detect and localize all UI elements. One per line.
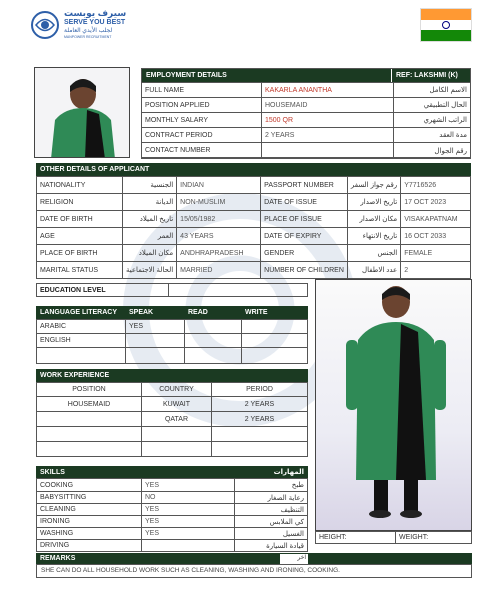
skills-title-arabic: المهارات: [273, 469, 304, 476]
arabic-children: عدد الاطفال: [347, 262, 400, 279]
remarks-text: SHE CAN DO ALL HOUSEHOLD WORK SUCH AS CLEANING, WASHING AND IRONING, COOKING.: [36, 564, 472, 578]
other-details-table: [36, 176, 471, 279]
education-title: EDUCATION LEVEL: [37, 284, 169, 297]
value-marital-status: MARRIED: [177, 262, 261, 279]
work-col-period: PERIOD: [212, 383, 308, 397]
lang-name-english: ENGLISH: [37, 334, 126, 348]
work-position-1: HOUSEMAID: [37, 397, 142, 412]
lang-col-read: READ: [188, 309, 208, 316]
body-measurements: [315, 531, 472, 544]
lang-speak-english: [126, 334, 185, 348]
label-gender: GENDER: [261, 245, 348, 262]
skill-value-cleaning: YES: [142, 504, 235, 516]
label-salary: MONTHLY SALARY: [142, 113, 262, 128]
value-dob: 15/05/1982: [177, 211, 261, 228]
skill-arabic-babysitting: رعاية الصغار: [235, 492, 308, 504]
applicant-photo-small: [34, 67, 130, 158]
lang-write-arabic: [242, 320, 308, 334]
label-position: POSITION APPLIED: [142, 98, 262, 113]
work-country-2: QATAR: [142, 412, 212, 427]
applicant-photo-full: [315, 279, 472, 531]
arabic-date-of-issue: تاريخ الاصدار: [347, 194, 400, 211]
remarks-title: REMARKS: [40, 555, 76, 562]
label-marital-status: MARITAL STATUS: [37, 262, 123, 279]
label-contract: CONTRACT PERIOD: [142, 128, 262, 143]
india-flag-icon: [420, 8, 472, 42]
arabic-nationality: الجنسية: [123, 177, 177, 194]
skill-name-driving: DRIVING: [37, 540, 142, 552]
reference-number: REF: LAKSHMI (K): [392, 69, 470, 82]
work-period-2: 2 YEARS: [212, 412, 308, 427]
value-date-of-expiry: 16 OCT 2033: [401, 228, 471, 245]
value-place-of-issue: VISAKAPATNAM: [401, 211, 471, 228]
lang-write-english: [242, 334, 308, 348]
skill-value-washing: YES: [142, 528, 235, 540]
employment-title: EMPLOYMENT DETAILS: [142, 69, 391, 82]
arabic-passport: رقم جواز السفر: [347, 177, 400, 194]
value-full-name: KAKARLA ANANTHA: [262, 83, 394, 98]
arabic-age: العمر: [123, 228, 177, 245]
company-logo: [30, 8, 140, 44]
logo-arabic: سيرف يوبست: [64, 8, 127, 18]
work-experience-title: WORK EXPERIENCE: [36, 369, 308, 382]
work-col-position: POSITION: [37, 383, 142, 397]
arabic-religion: الديانة: [123, 194, 177, 211]
logo-sub-arabic: لجلب الأيدي العاملة: [64, 28, 113, 34]
education-value: [169, 284, 308, 297]
value-salary: 1500 QR: [262, 113, 394, 128]
arabic-dob: تاريخ الميلاد: [123, 211, 177, 228]
other-details-title: OTHER DETAILS OF APPLICANT: [36, 163, 471, 176]
employment-table: [141, 82, 471, 159]
skill-arabic-washing: الغسيل: [235, 528, 308, 540]
work-position-4: [37, 442, 142, 457]
value-contract: 2 YEARS: [262, 128, 394, 143]
lang-read-english: [185, 334, 242, 348]
skill-name-ironing: IRONING: [37, 516, 142, 528]
skill-value-driving: [142, 540, 235, 552]
skill-arabic-cooking: طبخ: [235, 479, 308, 492]
work-country-1: KUWAIT: [142, 397, 212, 412]
value-religion: NON-MUSLIM: [177, 194, 261, 211]
lang-col-speak: SPEAK: [129, 309, 154, 316]
logo-sub: MANPOWER RECRUITMENT: [64, 35, 112, 39]
work-experience-table: [36, 382, 308, 457]
remarks-arabic: آخر: [280, 554, 308, 564]
label-dob: DATE OF BIRTH: [37, 211, 123, 228]
lang-read-arabic: [185, 320, 242, 334]
work-country-3: [142, 427, 212, 442]
label-place-of-birth: PLACE OF BIRTH: [37, 245, 123, 262]
skill-value-cooking: YES: [142, 479, 235, 492]
value-date-of-issue: 17 OCT 2023: [401, 194, 471, 211]
value-gender: FEMALE: [401, 245, 471, 262]
value-place-of-birth: ANDHRAPRADESH: [177, 245, 261, 262]
logo-mark-icon: [30, 10, 60, 40]
label-children: NUMBER OF CHILDREN: [261, 262, 348, 279]
skills-table: [36, 478, 308, 552]
arabic-full-name: الاسم الكامل: [394, 83, 471, 98]
arabic-contact: رقم الجوال: [394, 143, 471, 159]
skills-header: [36, 466, 308, 478]
label-nationality: NATIONALITY: [37, 177, 123, 194]
logo-name: SERVE YOU BEST: [64, 19, 126, 26]
skill-value-babysitting: NO: [142, 492, 235, 504]
language-table: [36, 319, 308, 364]
work-period-3: [212, 427, 308, 442]
value-passport: Y7716526: [401, 177, 471, 194]
skill-arabic-cleaning: التنظيف: [235, 504, 308, 516]
arabic-contract: مدة العقد: [394, 128, 471, 143]
value-nationality: INDIAN: [177, 177, 261, 194]
skill-name-cooking: COOKING: [37, 479, 142, 492]
language-header: [36, 306, 308, 319]
work-country-4: [142, 442, 212, 457]
value-contact: [262, 143, 394, 159]
label-place-of-issue: PLACE OF ISSUE: [261, 211, 348, 228]
skill-name-washing: WASHING: [37, 528, 142, 540]
height-label: HEIGHT:: [316, 532, 396, 544]
label-date-of-issue: DATE OF ISSUE: [261, 194, 348, 211]
value-children: 2: [401, 262, 471, 279]
label-religion: RELIGION: [37, 194, 123, 211]
value-position: HOUSEMAID: [262, 98, 394, 113]
lang-speak-arabic: YES: [126, 320, 185, 334]
lang-name-arabic: ARABIC: [37, 320, 126, 334]
label-full-name: FULL NAME: [142, 83, 262, 98]
arabic-date-of-expiry: تاريخ الانتهاء: [347, 228, 400, 245]
work-position-3: [37, 427, 142, 442]
remarks-header: [36, 553, 472, 564]
arabic-position: الحال التطبيقي: [394, 98, 471, 113]
skills-title: SKILLS: [40, 468, 65, 476]
arabic-marital-status: الحالة الاجتماعية: [123, 262, 177, 279]
lang-col-name: LANGUAGE LITERACY: [40, 309, 117, 316]
label-contact: CONTACT NUMBER: [142, 143, 262, 159]
skill-arabic-ironing: كي الملابس: [235, 516, 308, 528]
education-table: [36, 283, 308, 297]
arabic-salary: الراتب الشهري: [394, 113, 471, 128]
weight-label: WEIGHT:: [396, 532, 472, 544]
arabic-place-of-birth: مكان الميلاد: [123, 245, 177, 262]
work-col-country: COUNTRY: [142, 383, 212, 397]
work-period-1: 2 YEARS: [212, 397, 308, 412]
label-date-of-expiry: DATE OF EXPIRY: [261, 228, 348, 245]
value-age: 43 YEARS: [177, 228, 261, 245]
work-period-4: [212, 442, 308, 457]
arabic-gender: الجنس: [347, 245, 400, 262]
label-passport: PASSPORT NUMBER: [261, 177, 348, 194]
work-position-2: [37, 412, 142, 427]
arabic-place-of-issue: مكان الاصدار: [347, 211, 400, 228]
skill-name-babysitting: BABYSITTING: [37, 492, 142, 504]
skill-name-cleaning: CLEANING: [37, 504, 142, 516]
lang-col-write: WRITE: [245, 309, 268, 316]
skill-value-ironing: YES: [142, 516, 235, 528]
label-age: AGE: [37, 228, 123, 245]
skill-arabic-driving: قيادة السيارة: [235, 540, 308, 552]
